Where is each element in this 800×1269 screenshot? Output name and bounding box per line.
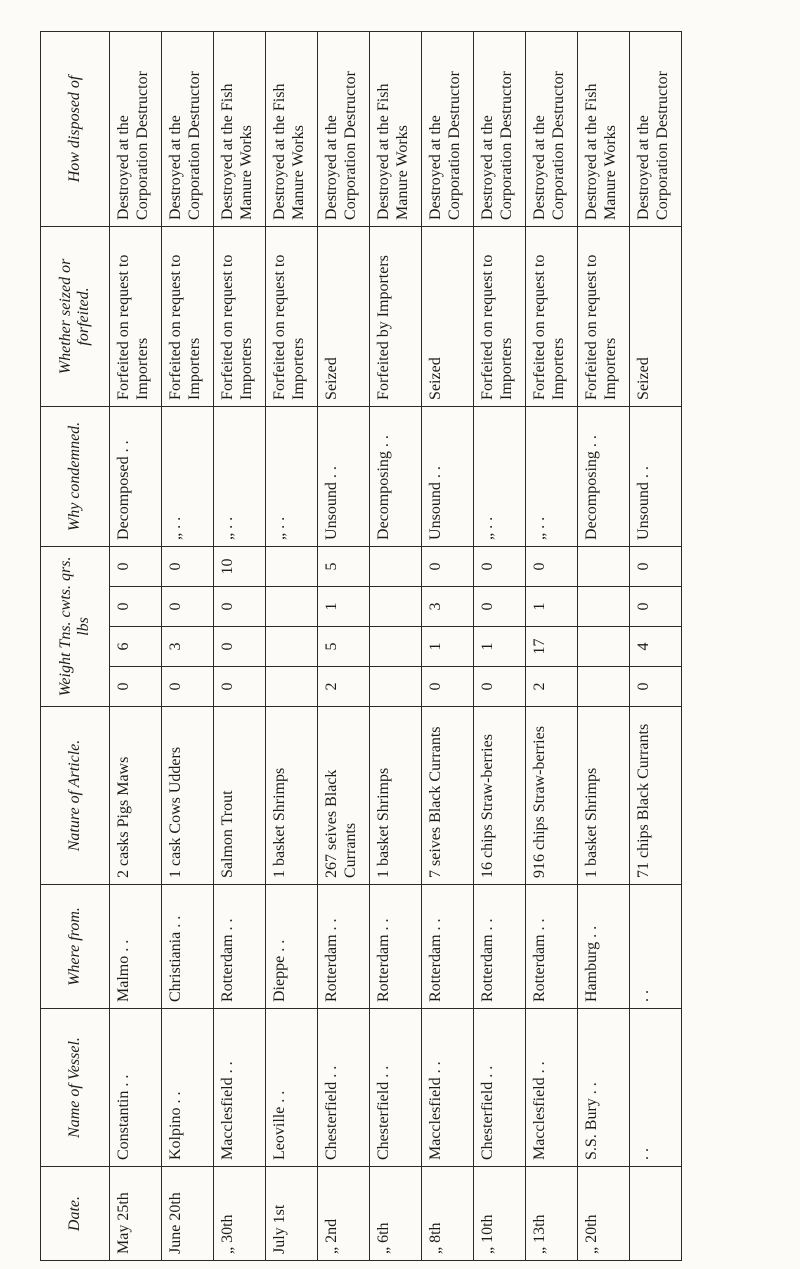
header-seized: Whether seized or forfeited. xyxy=(41,226,110,406)
seized-cell: Forfeited on request to Importers xyxy=(526,226,578,406)
why-cell: „ . . xyxy=(214,406,266,546)
qrs-cell: 0 xyxy=(474,587,526,627)
seized-cell: Forfeited on request to Importers xyxy=(214,226,266,406)
article-cell: 1 cask Cows Udders xyxy=(162,707,214,885)
article-cell: 267 seives Black Currants xyxy=(318,707,370,885)
header-article: Nature of Article. xyxy=(41,707,110,885)
qrs-cell xyxy=(578,587,630,627)
why-cell: Decomposed . . xyxy=(110,406,162,546)
disposed-cell: Destroyed at the Fish Manure Works xyxy=(370,31,422,226)
from-cell xyxy=(630,885,682,1009)
article-cell: 1 basket Shrimps xyxy=(370,707,422,885)
date-cell: „ 20th xyxy=(578,1167,630,1261)
from-cell: Malmo . . xyxy=(110,885,162,1009)
cwts-cell xyxy=(578,627,630,667)
lbs-cell: 5 xyxy=(318,546,370,586)
cwts-cell: 17 xyxy=(526,627,578,667)
disposed-cell: Destroyed at the Corporation Destructor xyxy=(422,31,474,226)
cwts-cell: 1 xyxy=(474,627,526,667)
qrs-cell: 0 xyxy=(162,587,214,627)
vessel-cell: Chesterfield . . xyxy=(318,1009,370,1167)
table-row xyxy=(422,31,474,1260)
from-cell: Rotterdam . . xyxy=(214,885,266,1009)
table-row xyxy=(318,31,370,1260)
article-cell: 1 basket Shrimps xyxy=(578,707,630,885)
cwts-cell: 1 xyxy=(422,627,474,667)
qrs-cell: 0 xyxy=(630,587,682,627)
seized-cell: Forfeited on request to Importers xyxy=(266,226,318,406)
article-cell: Salmon Trout xyxy=(214,707,266,885)
vessel-cell: Kolpino . . xyxy=(162,1009,214,1167)
tns-cell: 2 xyxy=(526,667,578,707)
qrs-cell xyxy=(266,587,318,627)
lbs-cell xyxy=(578,546,630,586)
why-cell: Unsound . . xyxy=(422,406,474,546)
vessel-cell: Macclesfield . . xyxy=(422,1009,474,1167)
from-cell: Hamburg . . xyxy=(578,885,630,1009)
tns-cell xyxy=(578,667,630,707)
table-row xyxy=(474,31,526,1260)
qrs-cell: 0 xyxy=(214,587,266,627)
lbs-cell: 0 xyxy=(422,546,474,586)
date-cell: June 20th xyxy=(162,1167,214,1261)
lbs-cell: 0 xyxy=(162,546,214,586)
vessel-cell: S.S. Bury . . xyxy=(578,1009,630,1167)
disposed-cell: Destroyed at the Fish Manure Works xyxy=(214,31,266,226)
lbs-cell: 0 xyxy=(474,546,526,586)
tns-cell: 0 xyxy=(214,667,266,707)
why-cell: Unsound . . xyxy=(318,406,370,546)
qrs-cell xyxy=(370,587,422,627)
seized-cell: Forfeited on request to Importers xyxy=(162,226,214,406)
seized-cell: Forfeited on request to Importers xyxy=(474,226,526,406)
tns-cell xyxy=(266,667,318,707)
table-row xyxy=(214,31,266,1260)
disposed-cell: Destroyed at the Fish Manure Works xyxy=(266,31,318,226)
cwts-cell: 3 xyxy=(162,627,214,667)
qrs-cell: 1 xyxy=(318,587,370,627)
from-cell: Christiania . . xyxy=(162,885,214,1009)
article-cell: 16 chips Straw-berries xyxy=(474,707,526,885)
date-cell: „ 6th xyxy=(370,1167,422,1261)
date-cell xyxy=(630,1167,682,1261)
date-cell: „ 13th xyxy=(526,1167,578,1261)
why-cell: „ . . xyxy=(162,406,214,546)
vessel-cell: Macclesfield . . xyxy=(214,1009,266,1167)
cwts-cell xyxy=(370,627,422,667)
header-from: Where from. xyxy=(41,885,110,1009)
tns-cell: 0 xyxy=(110,667,162,707)
article-cell: 916 chips Straw-berries xyxy=(526,707,578,885)
tns-cell: 0 xyxy=(474,667,526,707)
from-cell: Rotterdam . . xyxy=(318,885,370,1009)
lbs-cell: 0 xyxy=(110,546,162,586)
vessel-cell: Leoville . . xyxy=(266,1009,318,1167)
cwts-cell: 4 xyxy=(630,627,682,667)
date-cell: „ 30th xyxy=(214,1167,266,1261)
disposed-cell: Destroyed at the Corporation Destructor xyxy=(110,31,162,226)
tns-cell xyxy=(370,667,422,707)
why-cell: „ . . xyxy=(474,406,526,546)
header-weight: Weight Tns. cwts. qrs. lbs xyxy=(41,546,110,706)
from-cell: Rotterdam . . xyxy=(526,885,578,1009)
disposed-cell: Destroyed at the Corporation Destructor xyxy=(526,31,578,226)
seized-cell: Forfeited on request to Importers xyxy=(578,226,630,406)
date-cell: July 1st xyxy=(266,1167,318,1261)
seized-cell: Seized xyxy=(422,226,474,406)
disposed-cell: Destroyed at the Corporation Destructor xyxy=(318,31,370,226)
vessel-cell xyxy=(630,1009,682,1167)
cwts-cell: 6 xyxy=(110,627,162,667)
header-why: Why condemned. xyxy=(41,406,110,546)
seized-cell: Forfeited by Importers xyxy=(370,226,422,406)
disposed-cell: Destroyed at the Corporation Destructor xyxy=(474,31,526,226)
vessel-cell: Constantin . . xyxy=(110,1009,162,1167)
vessel-cell: Macclesfield . . xyxy=(526,1009,578,1167)
qrs-cell: 0 xyxy=(110,587,162,627)
qrs-cell: 1 xyxy=(526,587,578,627)
lbs-cell: 10 xyxy=(214,546,266,586)
header-date: Date. xyxy=(41,1167,110,1261)
article-cell: 1 basket Shrimps xyxy=(266,707,318,885)
qrs-cell: 3 xyxy=(422,587,474,627)
seized-cell: Seized xyxy=(318,226,370,406)
article-cell: 2 casks Pigs Maws xyxy=(110,707,162,885)
why-cell: Unsound . . xyxy=(630,406,682,546)
lbs-cell: 0 xyxy=(526,546,578,586)
why-cell: „ . . xyxy=(526,406,578,546)
lbs-cell xyxy=(266,546,318,586)
date-cell: May 25th xyxy=(110,1167,162,1261)
date-cell: „ 2nd xyxy=(318,1167,370,1261)
cwts-cell xyxy=(266,627,318,667)
seized-cell: Seized xyxy=(630,226,682,406)
vessel-cell: Chesterfield . . xyxy=(474,1009,526,1167)
disposed-cell: Destroyed at the Corporation Destructor xyxy=(630,31,682,226)
table-row xyxy=(110,31,162,1260)
table-row xyxy=(162,31,214,1260)
from-cell: Dieppe . . xyxy=(266,885,318,1009)
table-row xyxy=(526,31,578,1260)
from-cell: Rotterdam . . xyxy=(422,885,474,1009)
cwts-cell: 5 xyxy=(318,627,370,667)
from-cell: Rotterdam . . xyxy=(474,885,526,1009)
why-cell: „ . . xyxy=(266,406,318,546)
seized-cell: Forfeited on request to Importers xyxy=(110,226,162,406)
date-cell: „ 8th xyxy=(422,1167,474,1261)
why-cell: Decomposing . . xyxy=(578,406,630,546)
why-cell: Decomposing . . xyxy=(370,406,422,546)
lbs-cell xyxy=(370,546,422,586)
header-disposed: How disposed of xyxy=(41,31,110,226)
tns-cell: 0 xyxy=(422,667,474,707)
tns-cell: 0 xyxy=(162,667,214,707)
lbs-cell: 0 xyxy=(630,546,682,586)
disposed-cell: Destroyed at the Fish Manure Works xyxy=(578,31,630,226)
table-row xyxy=(370,31,422,1260)
condemned-food-table xyxy=(40,31,682,1261)
header-row xyxy=(41,31,110,1260)
table-row xyxy=(578,31,630,1260)
article-cell: 7 seives Black Currants xyxy=(422,707,474,885)
header-vessel: Name of Vessel. xyxy=(41,1009,110,1167)
table-row xyxy=(266,31,318,1260)
date-cell: „ 10th xyxy=(474,1167,526,1261)
from-cell: Rotterdam . . xyxy=(370,885,422,1009)
table-row xyxy=(630,31,682,1260)
tns-cell: 0 xyxy=(630,667,682,707)
tns-cell: 2 xyxy=(318,667,370,707)
disposed-cell: Destroyed at the Corporation Destructor xyxy=(162,31,214,226)
vessel-cell: Chesterfield . . xyxy=(370,1009,422,1167)
cwts-cell: 0 xyxy=(214,627,266,667)
article-cell: 71 chips Black Currants xyxy=(630,707,682,885)
